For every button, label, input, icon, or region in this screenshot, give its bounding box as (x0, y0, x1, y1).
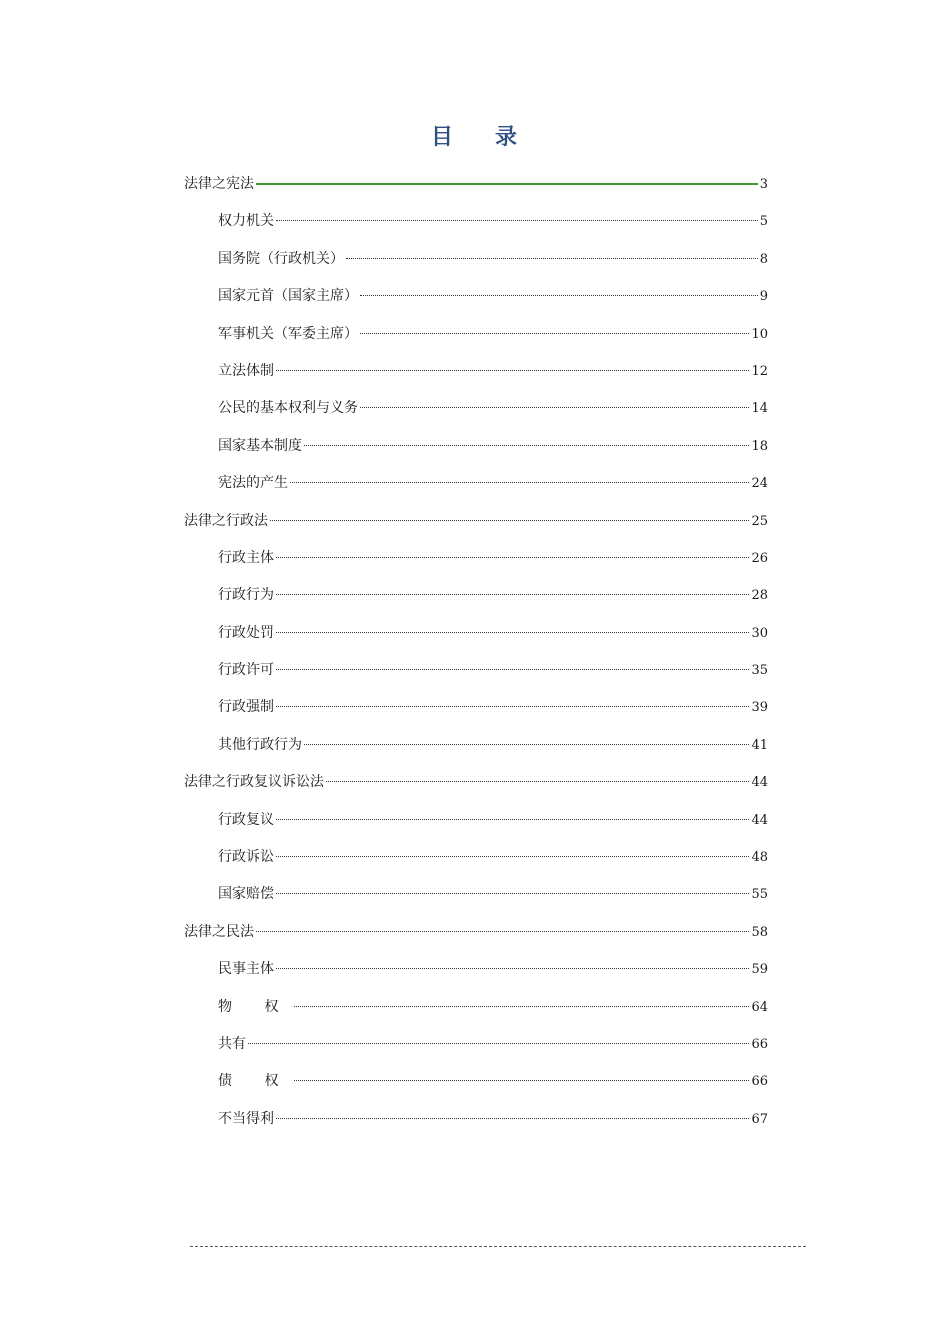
footer-divider (190, 1246, 806, 1247)
toc-entry-label[interactable]: 行政强制 (218, 699, 274, 716)
toc-entry[interactable] (184, 1026, 768, 1063)
toc-entry-page-number[interactable]: 14 (751, 401, 768, 417)
toc-entry-page-number[interactable]: 41 (751, 737, 768, 753)
page-title (0, 120, 950, 151)
toc-dot-leader (270, 520, 749, 521)
toc-dot-leader (276, 594, 749, 595)
toc-entry-page-number[interactable]: 5 (759, 214, 768, 230)
toc-dot-leader (276, 557, 749, 558)
toc-entry[interactable] (184, 1101, 768, 1138)
toc-entry-label[interactable]: 国家赔偿 (218, 886, 274, 903)
toc-entry-page-number[interactable]: 55 (751, 887, 768, 903)
toc-entry-page-number[interactable]: 8 (759, 251, 768, 267)
toc-dot-leader (360, 295, 758, 296)
toc-entry-page-number[interactable]: 67 (751, 1111, 768, 1127)
toc-entry[interactable] (184, 540, 768, 577)
toc-dot-leader (256, 931, 749, 932)
toc-entry-label[interactable]: 民事主体 (218, 961, 274, 978)
toc-entry-label[interactable]: 国家基本制度 (218, 437, 302, 454)
toc-dot-leader (276, 893, 749, 894)
toc-entry[interactable] (184, 802, 768, 839)
toc-entry-page-number[interactable]: 59 (751, 962, 768, 978)
toc-entry-label[interactable]: 宪法的产生 (218, 475, 288, 492)
toc-entry-label[interactable]: 军事机关（军委主席） (218, 325, 358, 342)
toc-entry-label[interactable]: 共有 (218, 1035, 246, 1052)
toc-entry[interactable] (184, 839, 768, 876)
toc-entry-page-number[interactable]: 10 (751, 326, 768, 342)
toc-entry-label[interactable]: 行政许可 (218, 662, 274, 679)
toc-entry-page-number[interactable]: 58 (751, 924, 768, 940)
table-of-contents (184, 166, 768, 1138)
toc-entry[interactable] (184, 390, 768, 427)
toc-dot-leader (276, 1118, 749, 1119)
toc-entry-label[interactable]: 立法体制 (218, 362, 274, 379)
toc-dot-leader (294, 1006, 749, 1007)
toc-entry-page-number[interactable]: 66 (751, 1074, 768, 1090)
toc-entry-label[interactable]: 国务院（行政机关） (218, 250, 344, 267)
toc-entry-label[interactable]: 行政诉讼 (218, 849, 274, 866)
toc-entry-page-number[interactable]: 25 (751, 513, 768, 529)
toc-dot-leader (294, 1080, 749, 1081)
toc-entry-label[interactable]: 行政处罚 (218, 624, 274, 641)
toc-entry[interactable] (184, 652, 768, 689)
toc-entry[interactable] (184, 689, 768, 726)
toc-entry-page-number[interactable]: 24 (751, 476, 768, 492)
toc-entry-label[interactable]: 法律之行政复议诉讼法 (184, 774, 324, 791)
title-char-1: 目 (430, 125, 455, 150)
toc-entry-label[interactable]: 行政复议 (218, 811, 274, 828)
toc-entry-label[interactable]: 国家元首（国家主席） (218, 288, 358, 305)
toc-dot-leader (276, 706, 749, 707)
toc-dot-leader (276, 370, 749, 371)
toc-entry-label[interactable]: 其他行政行为 (218, 736, 302, 753)
toc-entry-label[interactable]: 不当得利 (218, 1110, 274, 1127)
toc-entry-page-number[interactable]: 28 (751, 588, 768, 604)
toc-entry[interactable] (184, 951, 768, 988)
toc-entry[interactable] (184, 203, 768, 240)
toc-entry-page-number[interactable]: 9 (759, 289, 768, 305)
toc-entry-label[interactable]: 公民的基本权利与义务 (218, 400, 358, 417)
toc-dot-leader (276, 220, 758, 221)
toc-entry[interactable] (184, 989, 768, 1026)
toc-entry-page-number[interactable]: 3 (759, 177, 768, 192)
toc-entry[interactable] (184, 503, 768, 540)
toc-entry[interactable] (184, 615, 768, 652)
toc-entry[interactable] (184, 428, 768, 465)
toc-entry-page-number[interactable]: 35 (751, 663, 768, 679)
toc-entry[interactable] (184, 241, 768, 278)
toc-entry[interactable] (184, 727, 768, 764)
toc-entry-label[interactable]: 法律之民法 (184, 923, 254, 940)
toc-entry[interactable] (184, 465, 768, 502)
toc-entry-page-number[interactable]: 44 (751, 812, 768, 828)
toc-entry-label[interactable]: 权力机关 (218, 213, 274, 230)
toc-dot-leader (360, 333, 749, 334)
toc-dot-leader (360, 407, 749, 408)
toc-dot-leader (276, 819, 749, 820)
toc-entry-label[interactable]: 物 权 (218, 998, 293, 1015)
toc-dot-leader (304, 744, 749, 745)
toc-dot-leader (276, 632, 749, 633)
toc-entry-page-number[interactable]: 12 (751, 363, 768, 379)
toc-entry[interactable] (184, 353, 768, 390)
toc-entry-page-number[interactable]: 18 (751, 438, 768, 454)
toc-entry[interactable] (184, 1063, 768, 1100)
toc-entry-label[interactable]: 债 权 (218, 1073, 293, 1090)
toc-entry[interactable] (184, 764, 768, 801)
toc-entry-page-number[interactable]: 48 (751, 850, 768, 866)
toc-dot-leader (326, 781, 749, 782)
toc-entry-page-number[interactable]: 44 (751, 775, 768, 791)
toc-entry-page-number[interactable]: 66 (751, 1036, 768, 1052)
toc-dot-leader (276, 669, 749, 670)
toc-entry-label[interactable]: 行政行为 (218, 587, 274, 604)
toc-entry[interactable] (184, 577, 768, 614)
toc-entry-label[interactable]: 行政主体 (218, 549, 274, 566)
toc-dot-leader (256, 183, 758, 185)
toc-entry-page-number[interactable]: 64 (751, 999, 768, 1015)
toc-dot-leader (346, 258, 758, 259)
title-char-2: 录 (495, 125, 520, 150)
toc-entry[interactable] (184, 316, 768, 353)
toc-dot-leader (248, 1043, 749, 1044)
toc-entry-label[interactable]: 法律之宪法 (184, 176, 254, 192)
toc-dot-leader (290, 482, 749, 483)
toc-entry-label[interactable]: 法律之行政法 (184, 512, 268, 529)
toc-dot-leader (276, 968, 749, 969)
toc-entry-page-number[interactable]: 30 (751, 625, 768, 641)
toc-entry-page-number[interactable]: 39 (751, 700, 768, 716)
toc-entry[interactable] (184, 914, 768, 951)
toc-entry[interactable] (184, 166, 768, 203)
toc-entry-page-number[interactable]: 26 (751, 550, 768, 566)
toc-entry[interactable] (184, 278, 768, 315)
toc-entry[interactable] (184, 876, 768, 913)
toc-dot-leader (304, 445, 749, 446)
toc-dot-leader (276, 856, 749, 857)
